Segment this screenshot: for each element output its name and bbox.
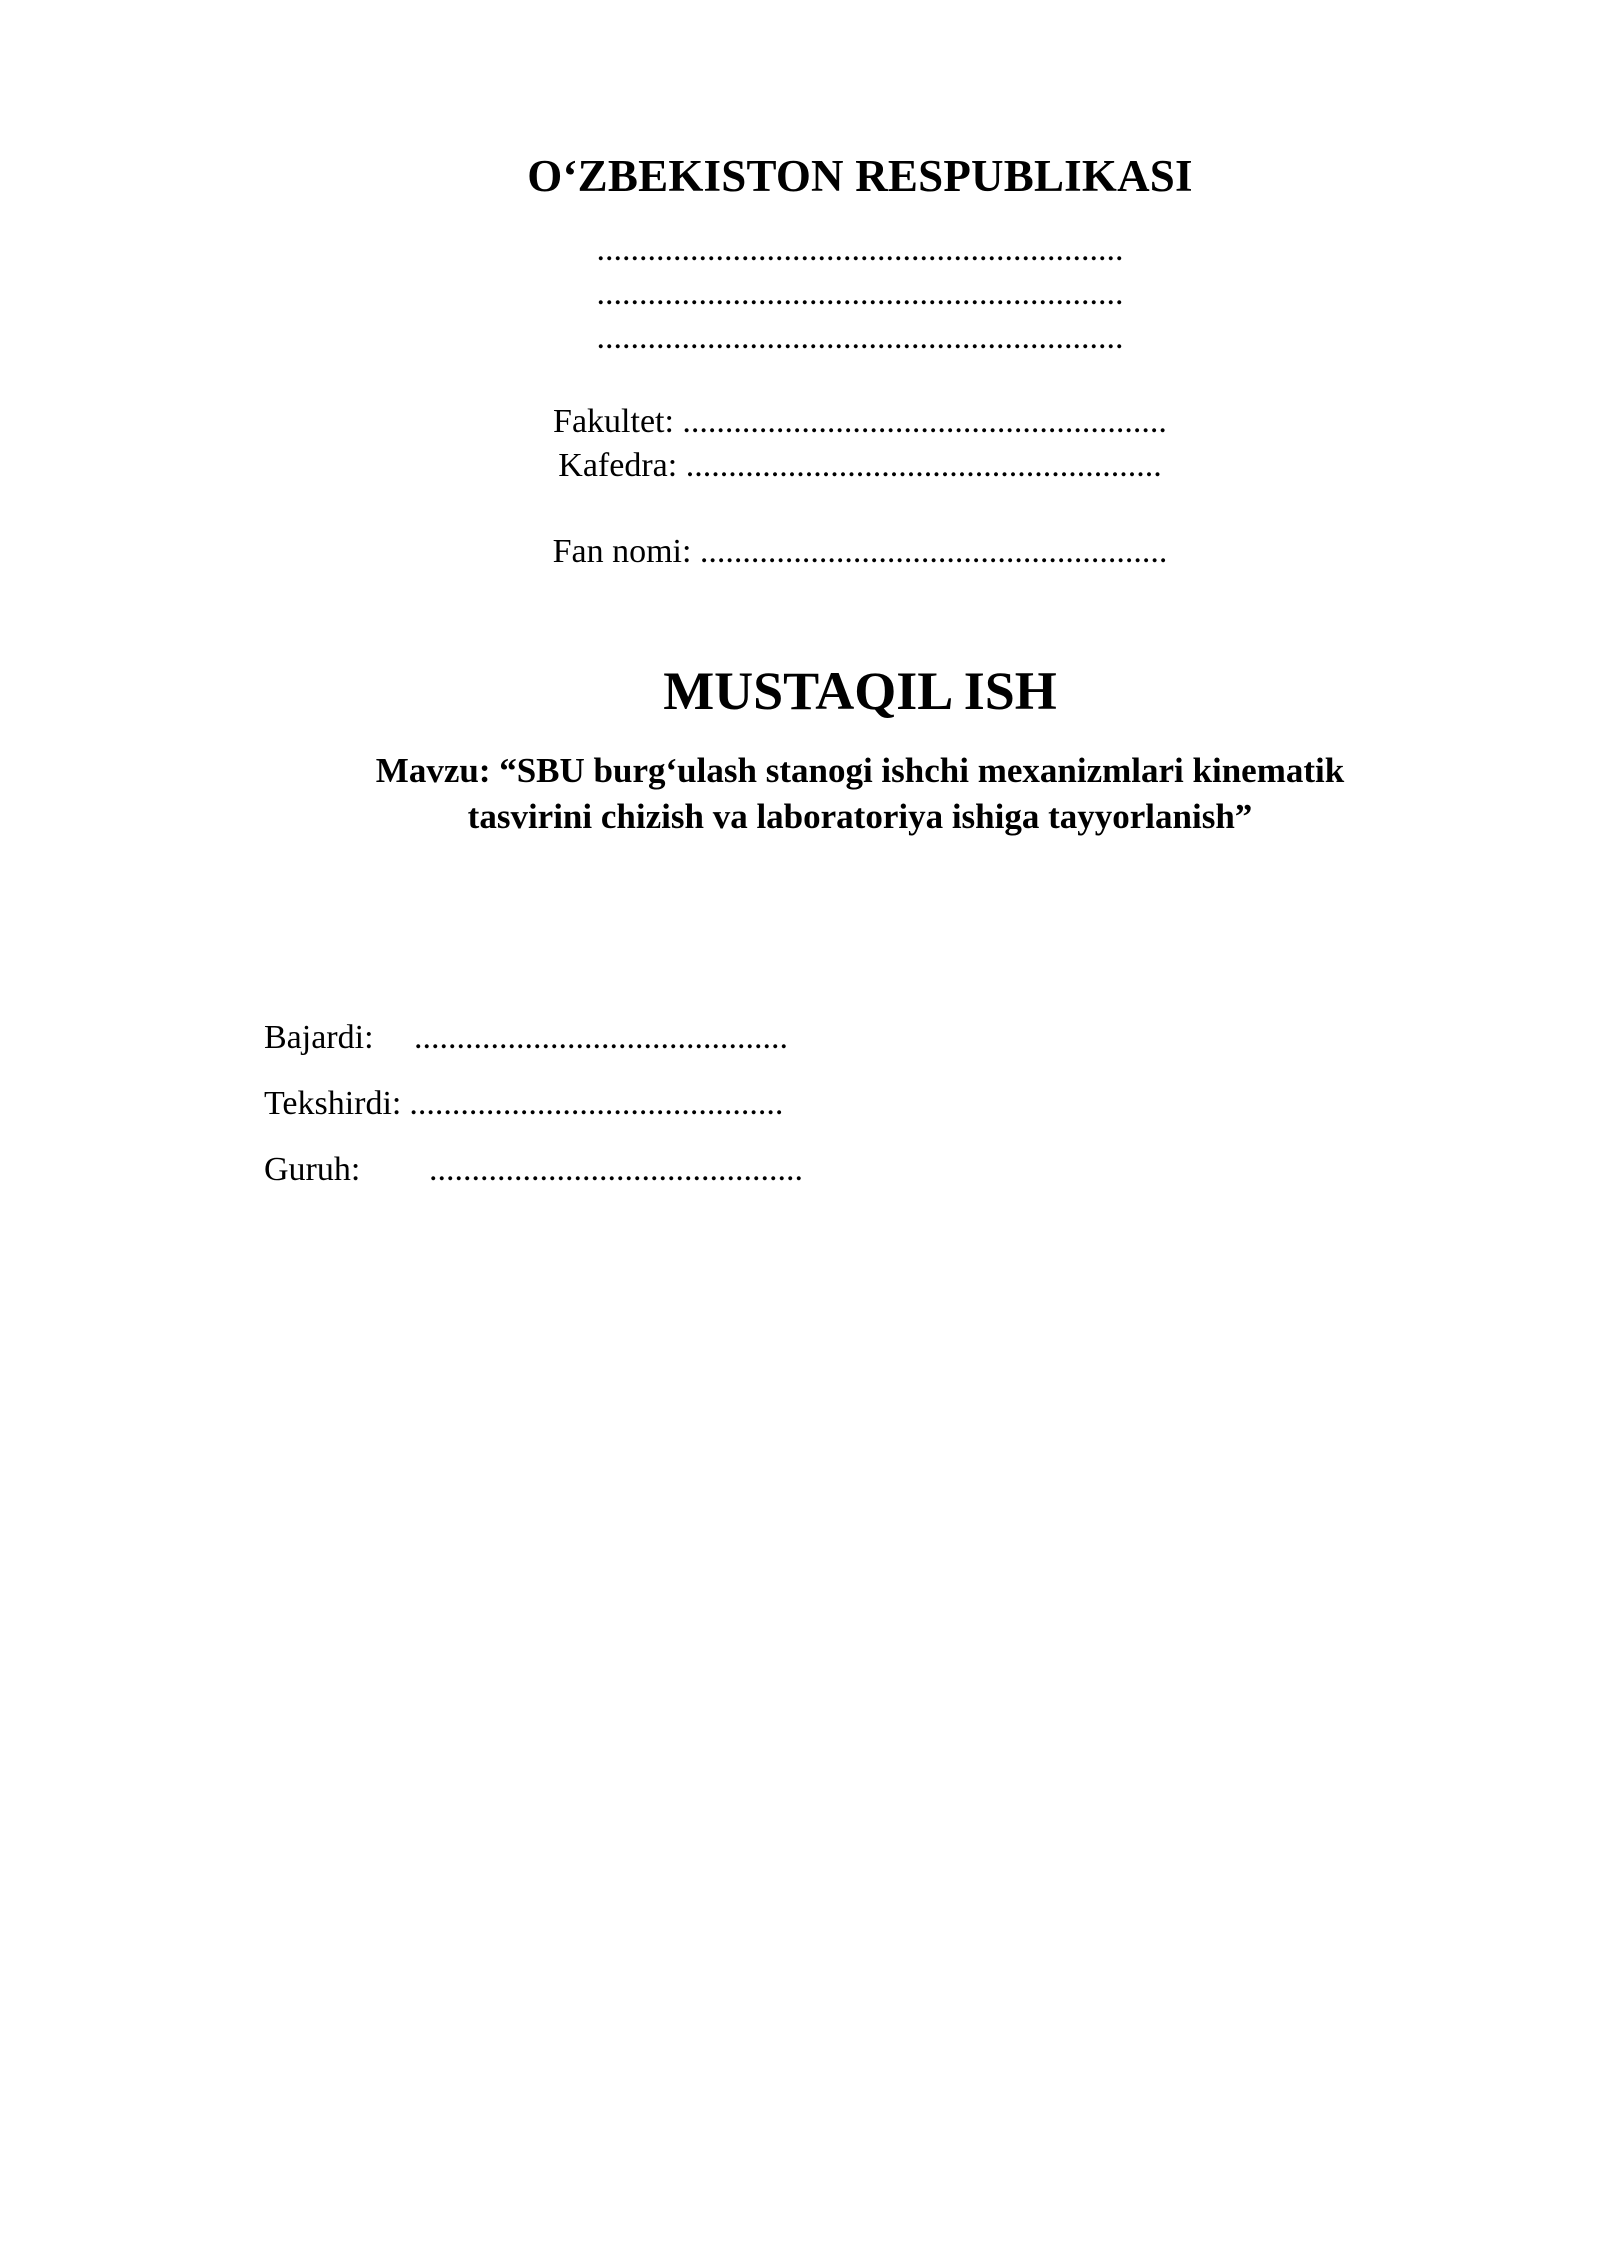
institution-placeholder-line-1: .............................................................. bbox=[596, 231, 1124, 268]
completed-by-label: Bajardi: bbox=[264, 1019, 374, 1056]
department-field: Kafedra: ........................................................ bbox=[558, 447, 1162, 484]
institution-placeholder-line-2: .............................................................. bbox=[596, 275, 1124, 312]
group-dots: ............................................ bbox=[429, 1151, 803, 1188]
topic-line-1: Mavzu: “SBU burg‘ulash stanogi ishchi mexanizmlari kinematik bbox=[375, 751, 1345, 790]
completed-by-dots: ............................................ bbox=[414, 1019, 788, 1056]
checked-by-dots: ............................................ bbox=[409, 1085, 784, 1122]
group-row bbox=[230, 1104, 803, 1236]
subject-name-field: Fan nomi: ....................................................... bbox=[552, 533, 1168, 570]
checked-by-label: Tekshirdi: bbox=[264, 1085, 402, 1122]
institution-placeholder-line-3: .............................................................. bbox=[596, 319, 1124, 356]
country-title: O‘ZBEKISTON RESPUBLIKASI bbox=[527, 151, 1193, 201]
topic-block bbox=[0, 748, 1600, 840]
faculty-field: Fakultet: ......................................................... bbox=[553, 403, 1167, 440]
work-title: MUSTAQIL ISH bbox=[663, 661, 1057, 721]
topic-line-2: tasvirini chizish va laboratoriya ishiga tayyorlanish” bbox=[467, 797, 1253, 836]
group-label: Guruh: bbox=[264, 1151, 361, 1188]
